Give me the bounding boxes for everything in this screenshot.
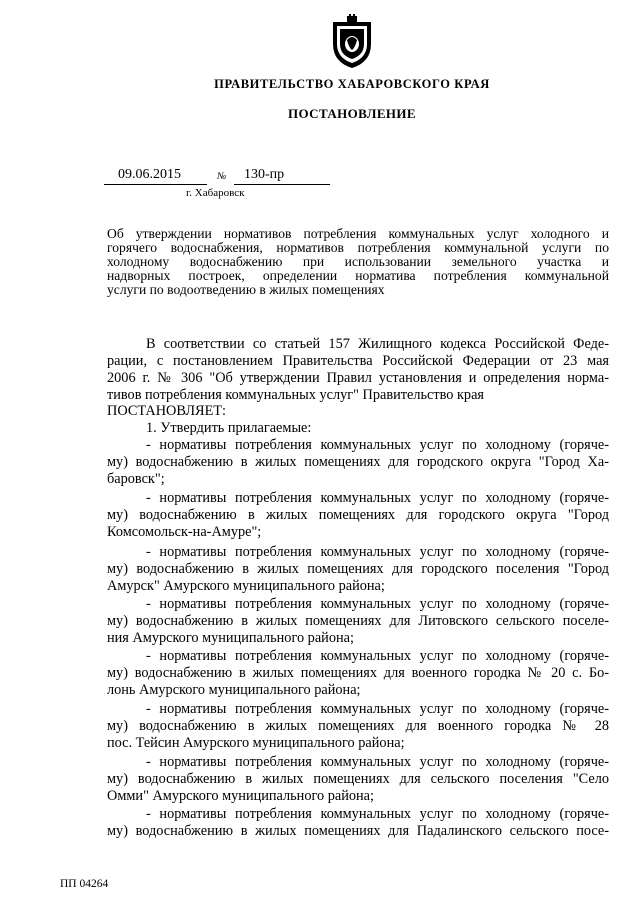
body-line: 2006 г. № 306 "Об утверждении Правил установления и определения норма- [107,370,609,386]
body-line: му) водоснабжению в жилых помещениях для сельского поселения "Село [107,771,609,787]
body-line: тивов потребления коммунальных услуг" Правительство края [107,387,485,403]
body-line: Амурск" Амурского муниципального района; [107,578,385,594]
body-line: Комсомольск-на-Амуре"; [107,524,262,540]
body-line: ПОСТАНОВЛЯЕТ: [107,403,227,419]
title-line: Об утверждении нормативов потребления коммунальных услуг холодного и [107,226,609,241]
title-line: услуги по водоотведению в жилых помещениях [107,282,385,297]
body-line: - нормативы потребления коммунальных услуг по холодному (горяче- [146,806,609,822]
document-number: 130-пр [244,167,285,182]
body-line: му) водоснабжению в жилых помещениях для городского округа "Город [107,507,609,523]
date-underline [104,184,207,185]
khabarovsk-coat-of-arms-icon [329,14,375,70]
body-line: му) водоснабжению в жилых помещениях для военного городка № 20 с. Бо- [107,665,609,681]
number-underline [234,184,330,185]
body-line: ния Амурского муниципального района; [107,630,354,646]
body-line: му) водоснабжению в жилых помещениях для Литовского сельского поселе- [107,613,609,629]
title-line: надворных построек, определении норматива потребления коммунальной [107,268,609,283]
body-line: му) водоснабжению в жилых помещениях для городского поселения "Город [107,561,609,577]
body-line: пос. Тейсин Амурского муниципального района; [107,735,405,751]
body-line: му) водоснабжению в жилых помещениях для городского округа "Город Ха- [107,454,609,470]
body-line: - нормативы потребления коммунальных услуг по холодному (горяче- [146,544,609,560]
document-type: ПОСТАНОВЛЕНИЕ [287,106,417,121]
body-line: - нормативы потребления коммунальных услуг по холодному (горяче- [146,596,609,612]
body-line: рации, с постановлением Правительства Российской Федерации от 23 мая [107,353,609,369]
body-line: 1. Утвердить прилагаемые: [146,420,312,436]
organization-name: ПРАВИТЕЛЬСТВО ХАБАРОВСКОГО КРАЯ [214,77,490,91]
body-line: баровск"; [107,471,165,487]
body-line: му) водоснабжению в жилых помещениях для Падалинского сельского посе- [107,823,609,839]
body-line: - нормативы потребления коммунальных услуг по холодному (горяче- [146,490,609,506]
body-line: - нормативы потребления коммунальных услуг по холодному (горяче- [146,754,609,770]
title-line: горячего водоснабжения, нормативов потребления коммунальной услуги по [107,240,609,255]
body-line: - нормативы потребления коммунальных услуг по холодному (горяче- [146,648,609,664]
document-code: ПП 04264 [60,878,109,890]
body-line: - нормативы потребления коммунальных услуг по холодному (горяче- [146,701,609,717]
number-sign: № [217,171,227,182]
title-line: холодному водоснабжению при использовании земельного участка и [107,254,609,269]
body-line: му) водоснабжению в жилых помещениях для военного городка № 28 [107,718,609,734]
body-line: Омми" Амурского муниципального района; [107,788,374,804]
document-date: 09.06.2015 [118,167,181,182]
body-line: В соответствии со статьей 157 Жилищного кодекса Российской Феде- [146,336,609,352]
city: г. Хабаровск [186,187,245,199]
body-line: - нормативы потребления коммунальных услуг по холодному (горяче- [146,437,609,453]
body-line: лонь Амурского муниципального района; [107,682,361,698]
